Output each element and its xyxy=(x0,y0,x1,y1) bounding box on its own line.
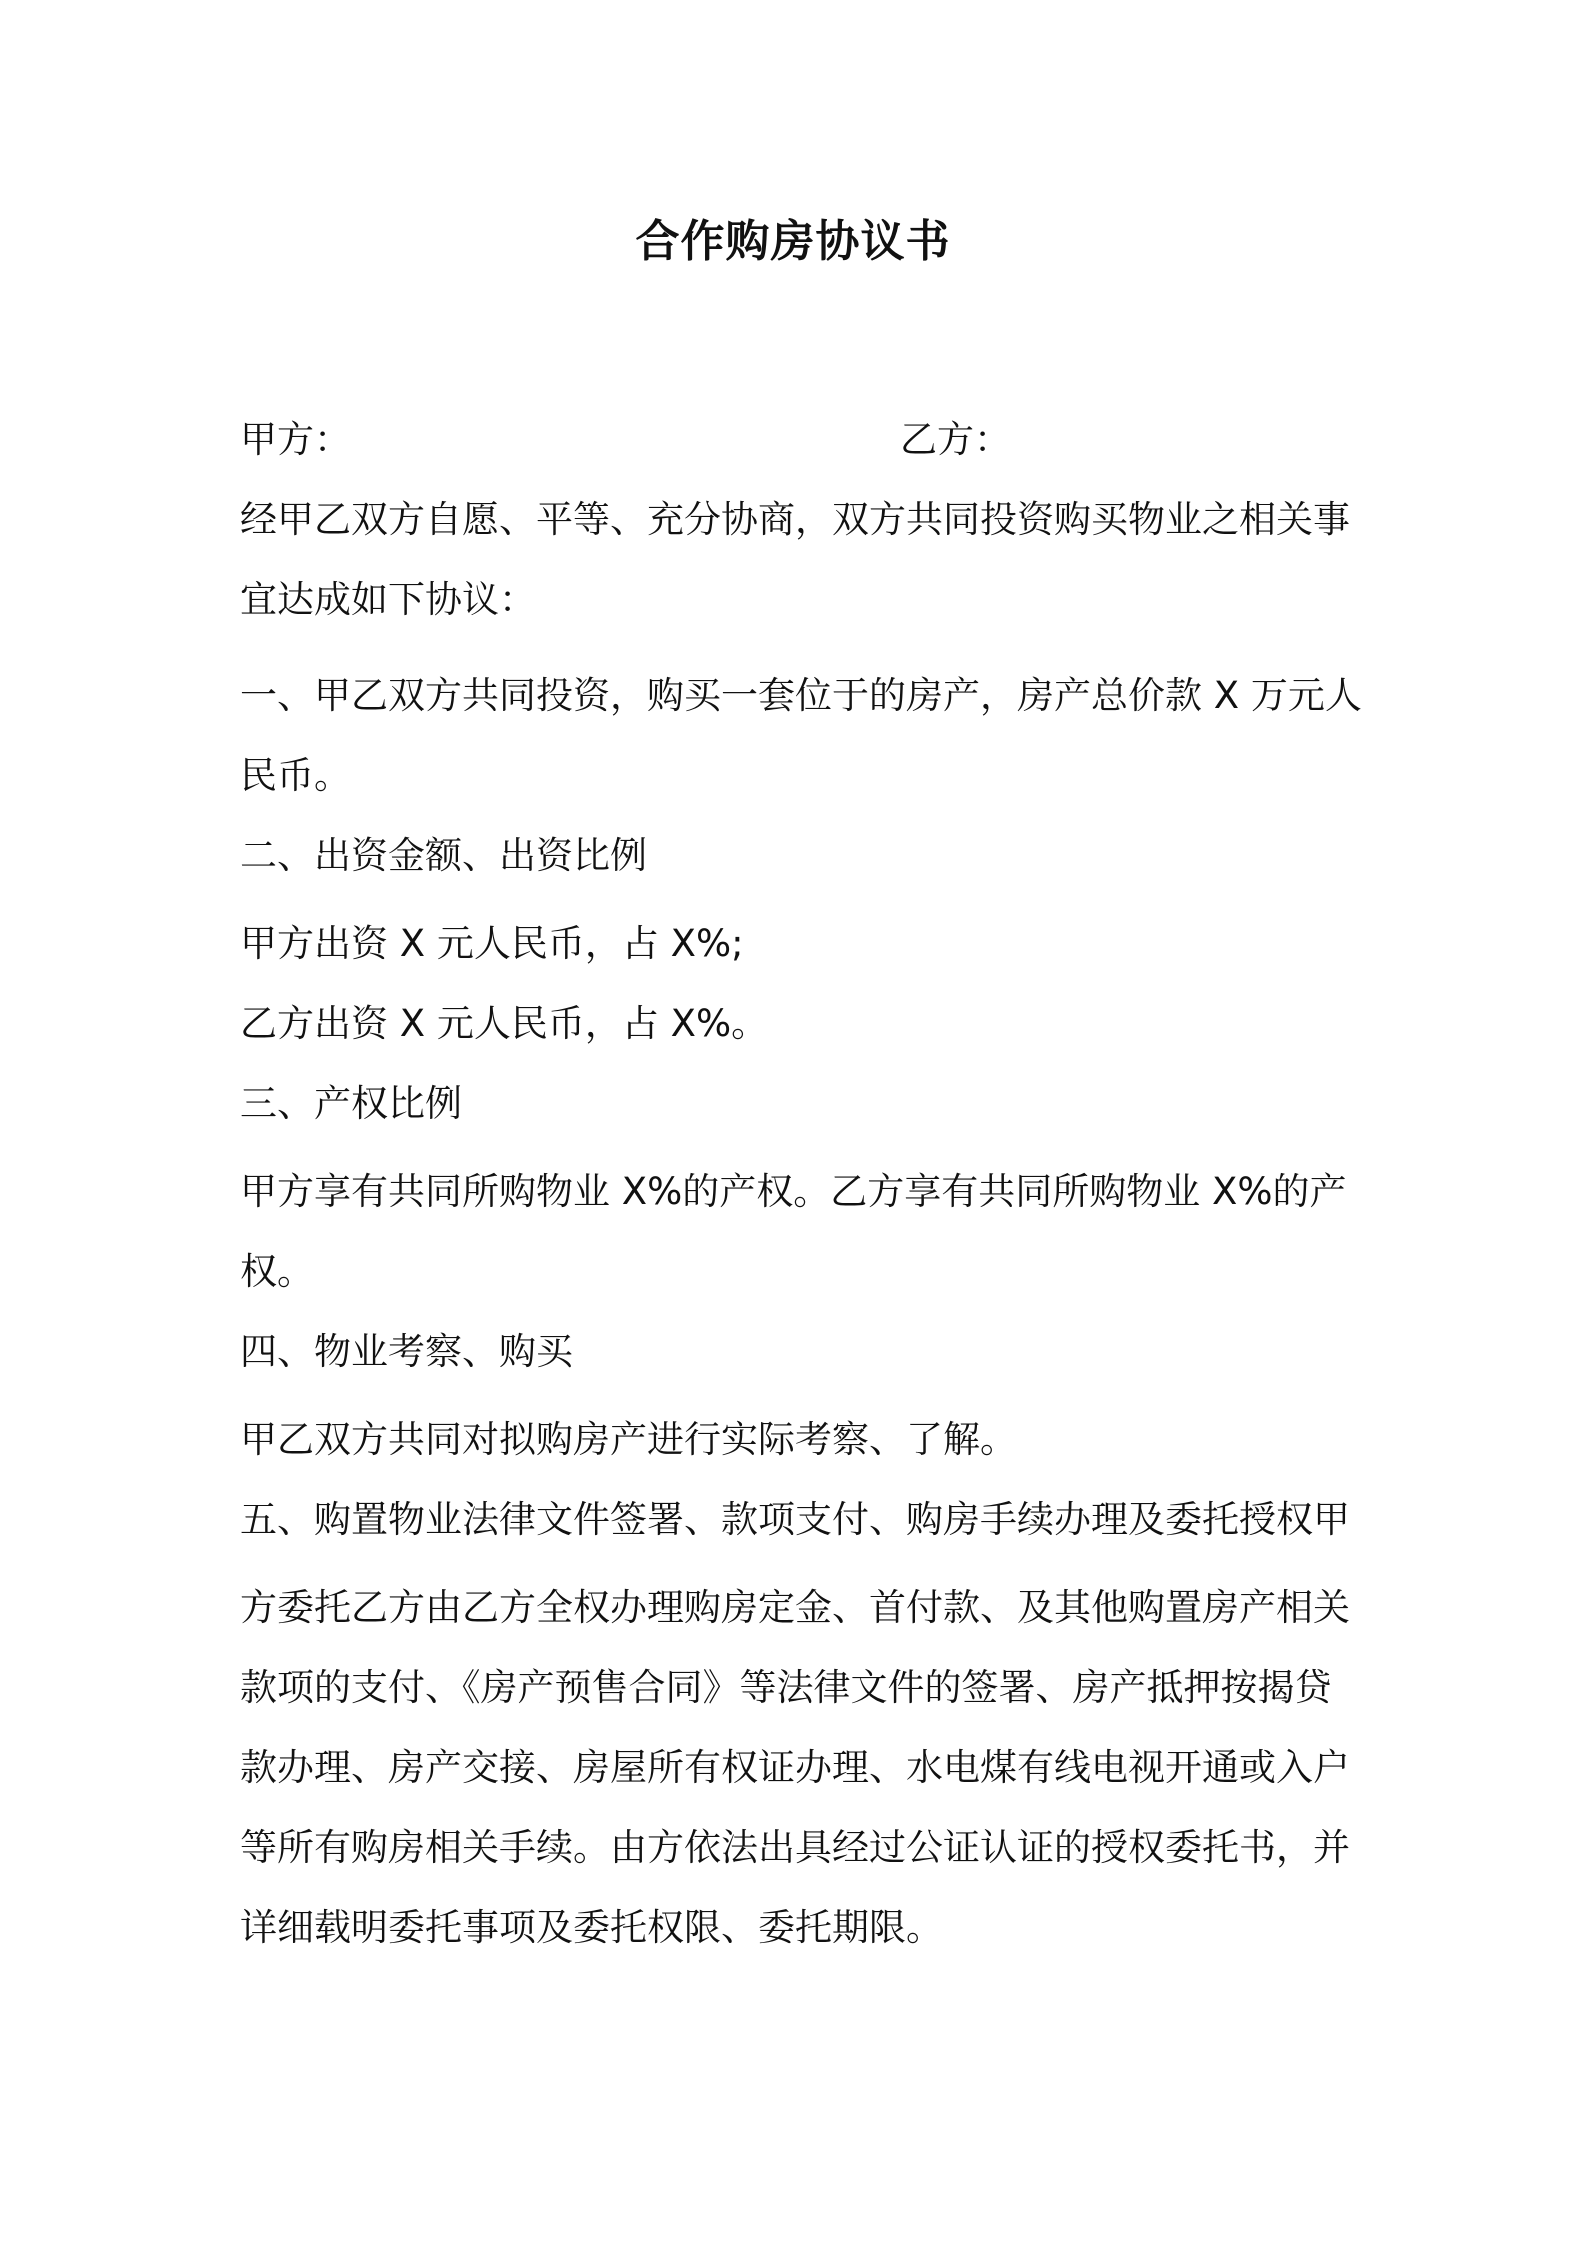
body-line: 乙方出资 X 元人民币，占 X%。 xyxy=(240,1002,769,1045)
body-line: 甲方出资 X 元人民币，占 X%; xyxy=(240,922,744,965)
clause-5-line: 五、购置物业法律文件签署、款项支付、购房手续办理及委托授权甲 xyxy=(240,1498,1350,1541)
party-a-label: 甲方： xyxy=(240,418,351,461)
clause-1-line: 一、甲乙双方共同投资，购买一套位于的房产，房产总价款 X 万元人 xyxy=(240,674,1362,717)
body-line: 甲乙双方共同对拟购房产进行实际考察、了解。 xyxy=(240,1418,1017,1461)
body-line: 甲方享有共同所购物业 X%的产权。乙方享有共同所购物业 X%的产 xyxy=(240,1170,1347,1213)
body-line: 款办理、房产交接、房屋所有权证办理、水电煤有线电视开通或入户 xyxy=(240,1746,1350,1789)
parties-row xyxy=(240,412,1360,468)
body-line: 款项的支付、《房产预售合同》等法律文件的签署、房产抵押按揭贷 xyxy=(240,1666,1332,1709)
body-line: 宜达成如下协议： xyxy=(240,578,536,621)
section-heading-3: 三、产权比例 xyxy=(240,1082,462,1125)
body-line: 详细载明委托事项及委托权限、委托期限。 xyxy=(240,1906,943,1949)
section-heading-4: 四、物业考察、购买 xyxy=(240,1330,573,1373)
body-line: 方委托乙方由乙方全权办理购房定金、首付款、及其他购置房产相关 xyxy=(240,1586,1350,1629)
clause-1-line: 民币。 xyxy=(240,754,351,797)
body-line: 等所有购房相关手续。由方依法出具经过公证认证的授权委托书，并 xyxy=(240,1826,1350,1869)
body-line: 权。 xyxy=(240,1250,314,1293)
section-heading-2: 二、出资金额、出资比例 xyxy=(240,834,647,877)
body-line: 经甲乙双方自愿、平等、充分协商，双方共同投资购买物业之相关事 xyxy=(240,498,1350,541)
party-b-label: 乙方： xyxy=(900,418,1011,461)
document-title: 合作购房协议书 xyxy=(635,216,951,267)
